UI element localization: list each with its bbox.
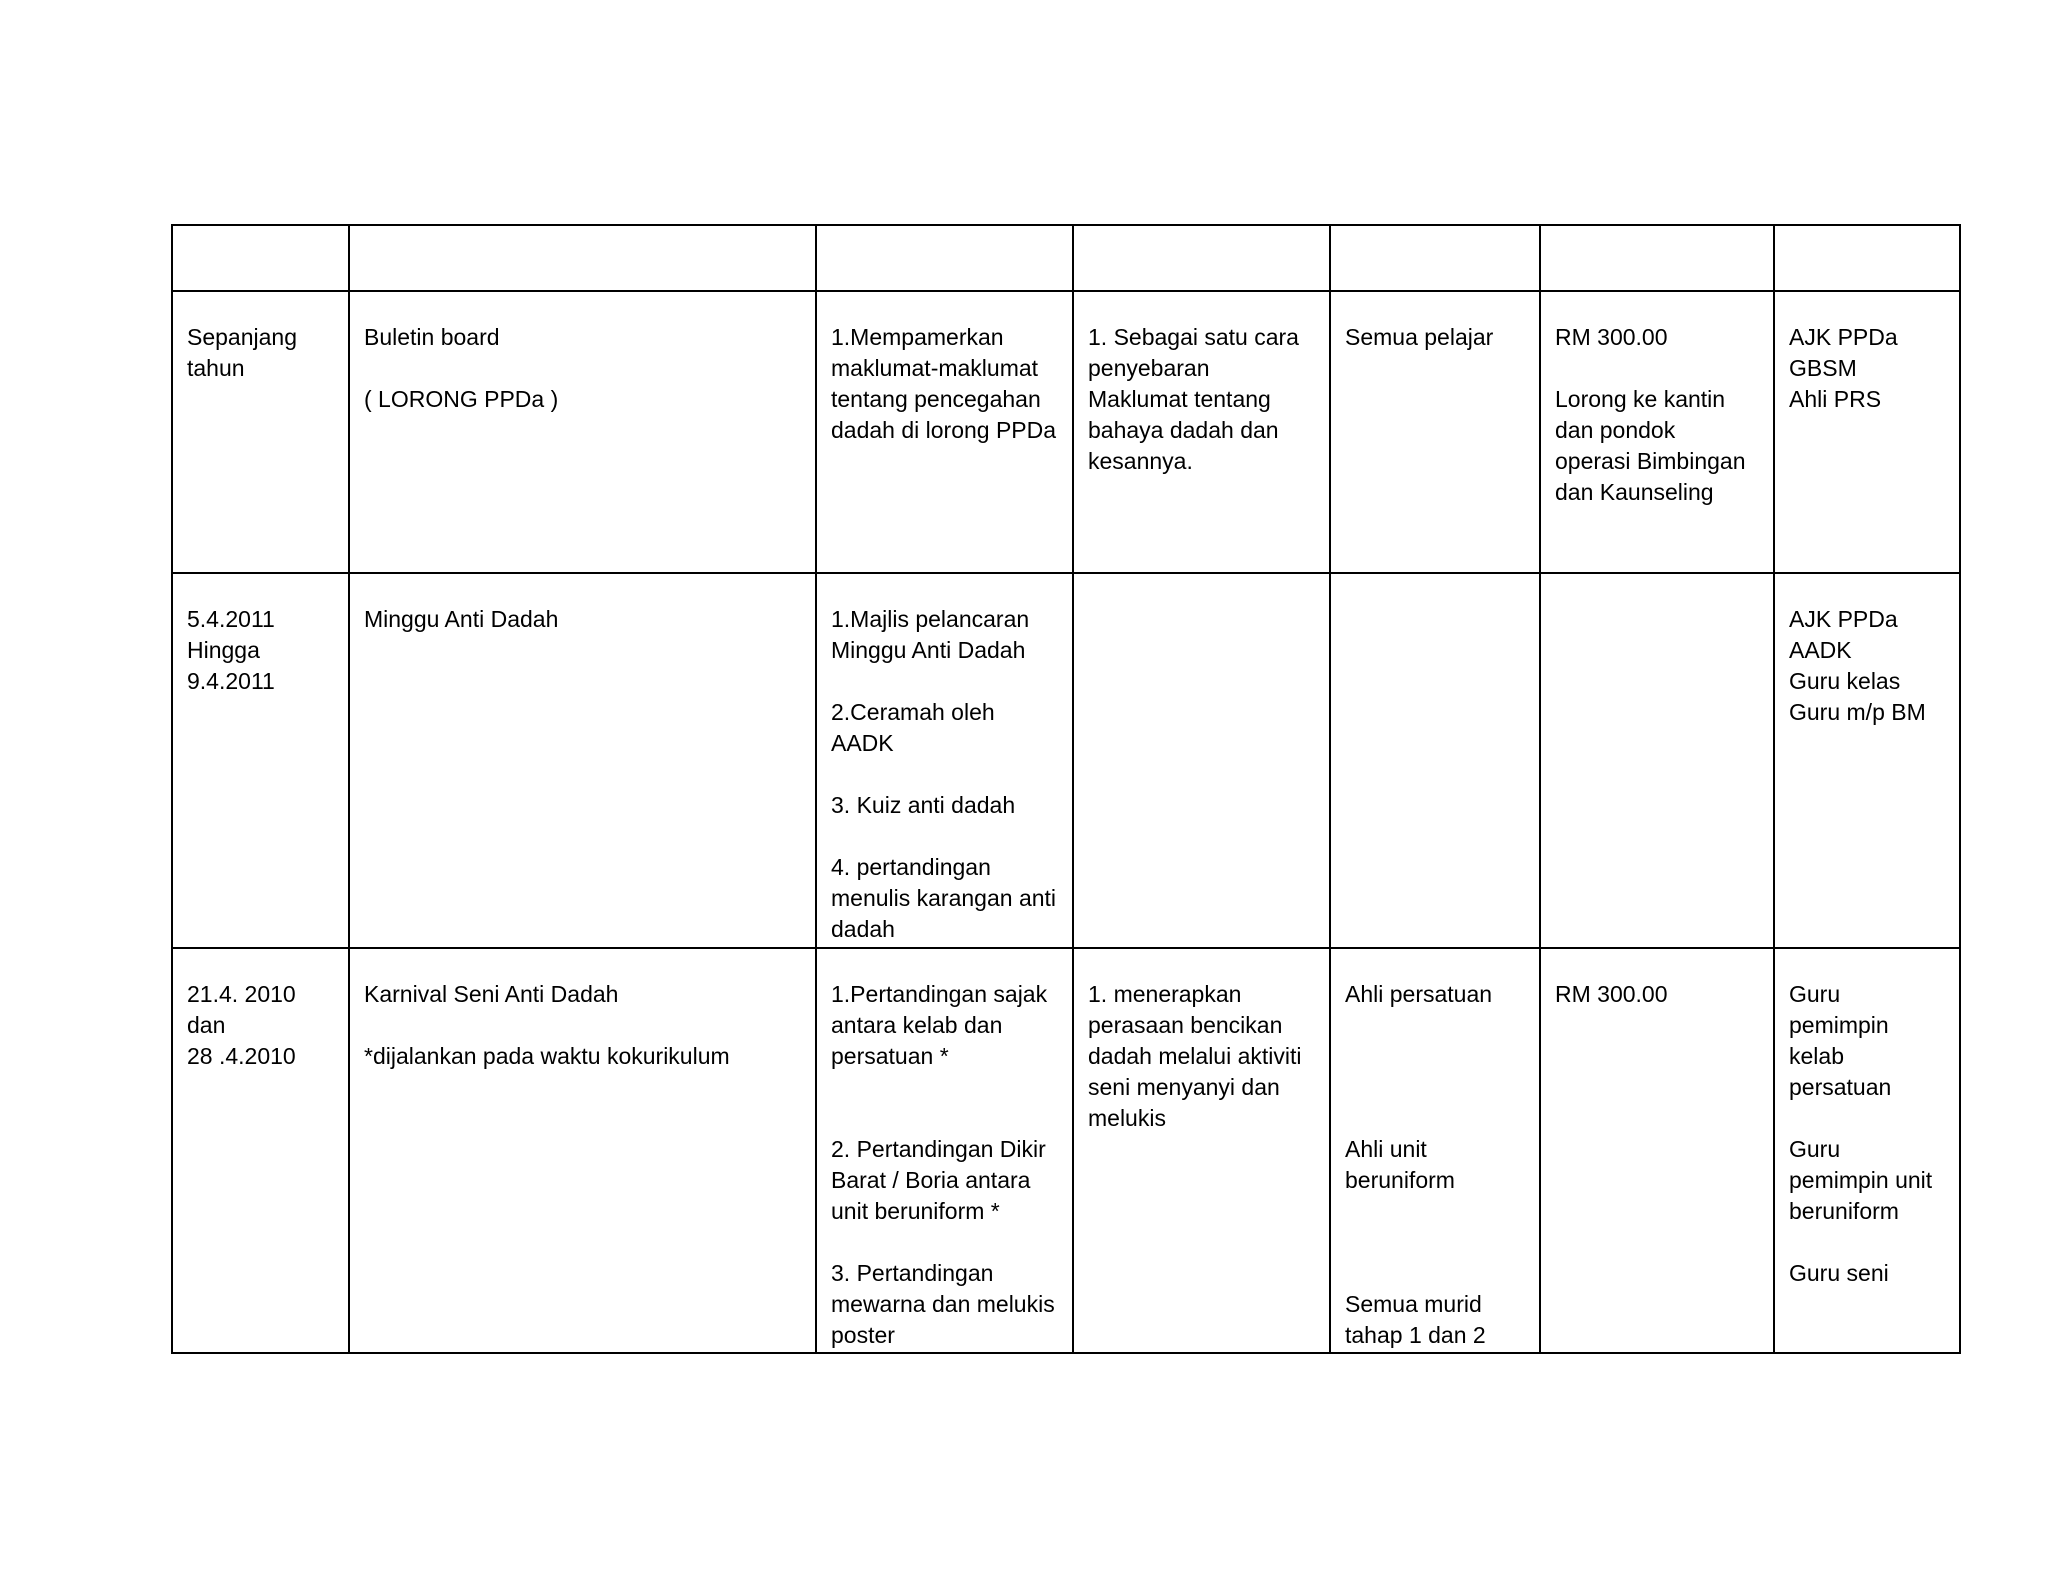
cell-pelaksana (1774, 291, 1960, 573)
line-gap (1345, 1041, 1527, 1072)
cell-text-line: Guru kelas (1789, 668, 1901, 694)
cell-text-line: Guru m/p BM (1789, 699, 1926, 725)
cell-text-line: 3. Kuiz anti dadah (831, 792, 1016, 818)
line-gap (1345, 1103, 1527, 1134)
cell-text-line: poster (831, 1322, 895, 1348)
header-cell-pelaksana (1774, 225, 1960, 291)
cell-text-line: Sepanjang (187, 324, 297, 350)
cell-text-line: kesannya. (1088, 448, 1193, 474)
cell-text-line: 9.4.2011 (187, 668, 275, 694)
cell-text-line: beruniform (1789, 1198, 1899, 1224)
cell-text-line: 21.4. 2010 (187, 981, 296, 1007)
cell-sasaran (1330, 573, 1540, 948)
cell-text-line: maklumat-maklumat (831, 355, 1039, 381)
table-row (172, 948, 1960, 1353)
cell-text-line: Guru (1789, 981, 1841, 1007)
line-gap (831, 1103, 1060, 1134)
cell-text-line: melukis (1088, 1105, 1166, 1131)
cell-text-line: menulis karangan anti (831, 885, 1057, 911)
cell-text-line: 1. Sebagai satu cara (1088, 324, 1299, 350)
cell-objektif (1073, 948, 1330, 1353)
cell-kos (1540, 948, 1774, 1353)
line-gap (831, 1072, 1060, 1103)
header-cell-tarikh (172, 225, 349, 291)
cell-text-line: Maklumat tentang (1088, 386, 1271, 412)
cell-text-line: AJK PPDa (1789, 324, 1898, 350)
cell-text-line: dan Kaunseling (1555, 479, 1714, 505)
table-body (172, 225, 1960, 1353)
cell-text-line: 2. Pertandingan Dikir (831, 1136, 1046, 1162)
cell-text-line: tahun (187, 355, 245, 381)
cell-text-line: persatuan (1789, 1074, 1892, 1100)
line-gap (1345, 1196, 1527, 1227)
table-row (172, 573, 1960, 948)
line-gap (364, 1010, 803, 1041)
cell-text-line: 5.4.2011 (187, 606, 275, 632)
line-gap (1345, 1072, 1527, 1103)
cell-text-line: *dijalankan pada waktu kokurikulum (364, 1043, 730, 1069)
cell-kos (1540, 573, 1774, 948)
line-gap (831, 759, 1060, 790)
cell-text-line: Buletin board (364, 324, 500, 350)
cell-text-line: beruniform (1345, 1167, 1455, 1193)
cell-text-line: 28 .4.2010 (187, 1043, 296, 1069)
cell-text-line: Ahli persatuan (1345, 981, 1493, 1007)
cell-text-line: Guru seni (1789, 1260, 1889, 1286)
cell-kos (1540, 291, 1774, 573)
cell-text-line: dadah melalui aktiviti (1088, 1043, 1302, 1069)
cell-text-line: unit beruniform * (831, 1198, 1000, 1224)
line-gap (1789, 1227, 1947, 1258)
cell-tarikh (172, 948, 349, 1353)
line-gap (1345, 1258, 1527, 1289)
cell-pelaksana (1774, 573, 1960, 948)
line-gap (831, 821, 1060, 852)
cell-text-line: antara kelab dan (831, 1012, 1003, 1038)
cell-text-line: Minggu Anti Dadah (364, 606, 559, 632)
cell-text-line: 1.Majlis pelancaran (831, 606, 1030, 632)
line-gap (1789, 1103, 1947, 1134)
header-cell-aktiviti (816, 225, 1073, 291)
cell-text-line: Ahli unit (1345, 1136, 1427, 1162)
cell-text-line: kelab (1789, 1043, 1844, 1069)
cell-text-line: tentang pencegahan (831, 386, 1041, 412)
line-gap (1555, 353, 1761, 384)
header-cell-program (349, 225, 816, 291)
line-gap (1345, 1010, 1527, 1041)
cell-text-line: Lorong ke kantin (1555, 386, 1726, 412)
cell-aktiviti (816, 948, 1073, 1353)
cell-aktiviti (816, 291, 1073, 573)
cell-text-line: 2.Ceramah oleh AADK (831, 699, 995, 756)
cell-tarikh (172, 573, 349, 948)
cell-text-line: operasi Bimbingan (1555, 448, 1746, 474)
cell-text-line: ( LORONG PPDa ) (364, 386, 559, 412)
cell-aktiviti (816, 573, 1073, 948)
line-gap (1345, 1227, 1527, 1258)
cell-text-line: RM 300.00 (1555, 324, 1668, 350)
cell-program (349, 291, 816, 573)
cell-text-line: Semua pelajar (1345, 324, 1494, 350)
cell-text-line: 1.Pertandingan sajak (831, 981, 1048, 1007)
cell-text-line: dadah (831, 916, 895, 942)
header-cell-objektif (1073, 225, 1330, 291)
cell-text-line: tahap 1 dan 2 (1345, 1322, 1486, 1348)
header-row (172, 225, 1960, 291)
line-gap (831, 1227, 1060, 1258)
cell-pelaksana (1774, 948, 1960, 1353)
cell-text-line: 4. pertandingan (831, 854, 991, 880)
cell-text-line: AJK PPDa (1789, 606, 1898, 632)
header-cell-kos (1540, 225, 1774, 291)
line-gap (831, 666, 1060, 697)
cell-text-line: bahaya dadah dan (1088, 417, 1279, 443)
cell-text-line: perasaan bencikan (1088, 1012, 1283, 1038)
cell-text-line: AADK (1789, 637, 1852, 663)
cell-objektif (1073, 573, 1330, 948)
cell-text-line: Minggu Anti Dadah (831, 637, 1026, 663)
cell-text-line: pemimpin unit (1789, 1167, 1933, 1193)
cell-text-line: Hingga (187, 637, 260, 663)
cell-text-line: Karnival Seni Anti Dadah (364, 981, 619, 1007)
cell-objektif (1073, 291, 1330, 573)
cell-text-line: 3. Pertandingan (831, 1260, 994, 1286)
cell-sasaran (1330, 291, 1540, 573)
cell-text-line: Guru (1789, 1136, 1841, 1162)
cell-sasaran (1330, 948, 1540, 1353)
cell-text-line: dan pondok (1555, 417, 1676, 443)
cell-text-line: dan (187, 1012, 226, 1038)
header-cell-sasaran (1330, 225, 1540, 291)
cell-text-line: Barat / Boria antara (831, 1167, 1031, 1193)
cell-text-line: RM 300.00 (1555, 981, 1668, 1007)
program-table (171, 224, 1961, 1354)
line-gap (364, 353, 803, 384)
cell-text-line: persatuan * (831, 1043, 949, 1069)
cell-text-line: Ahli PRS (1789, 386, 1882, 412)
cell-text-line: Semua murid (1345, 1291, 1482, 1317)
cell-text-line: dadah di lorong PPDa (831, 417, 1057, 443)
cell-program (349, 948, 816, 1353)
cell-tarikh (172, 291, 349, 573)
table-row (172, 291, 1960, 573)
cell-text-line: 1. menerapkan (1088, 981, 1242, 1007)
cell-text-line: penyebaran (1088, 355, 1210, 381)
cell-text-line: mewarna dan melukis (831, 1291, 1055, 1317)
cell-text-line: seni menyanyi dan (1088, 1074, 1280, 1100)
cell-text-line: pemimpin (1789, 1012, 1889, 1038)
cell-text-line: 1.Mempamerkan (831, 324, 1004, 350)
cell-program (349, 573, 816, 948)
cell-text-line: GBSM (1789, 355, 1857, 381)
